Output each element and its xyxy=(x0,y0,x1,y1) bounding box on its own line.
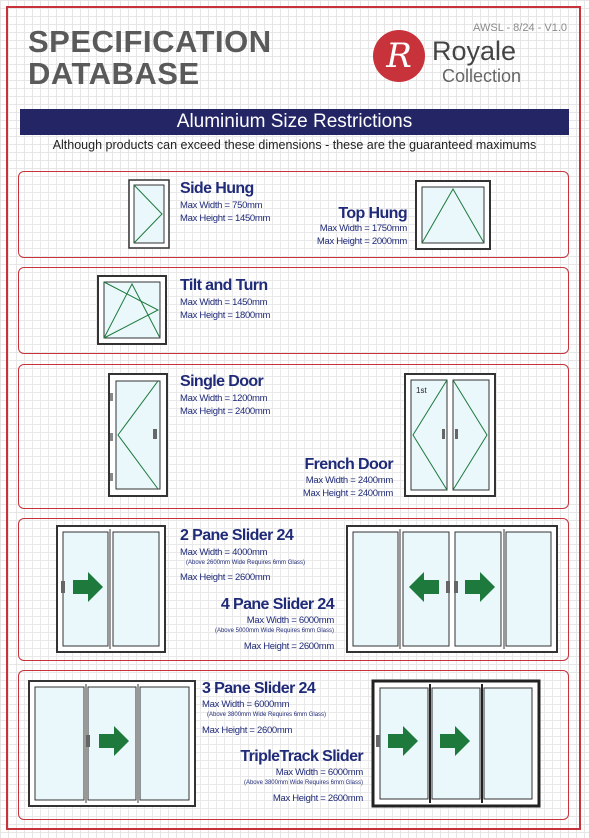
tripletrack-height: Max Height = 2600mm xyxy=(272,793,363,804)
slider2-height: Max Height = 2600mm xyxy=(180,572,271,583)
top-hung-window-illustration xyxy=(415,180,491,250)
french-door-first-label: 1st xyxy=(416,386,427,395)
four-pane-slider-illustration xyxy=(346,525,558,653)
top-hung-name: Top Hung xyxy=(338,205,407,222)
slider4-note: (Above 5000mm Wide Requires 6mm Glass) xyxy=(214,628,334,634)
tripletrack-name: TripleTrack Slider xyxy=(240,748,363,765)
side-hung-name: Side Hung xyxy=(180,180,254,197)
section-banner: Aluminium Size Restrictions xyxy=(20,109,569,135)
slider2-note: (Above 2600mm Wide Requires 6mm Glass) xyxy=(186,560,306,566)
version-label: AWSL - 8/24 - V1.0 xyxy=(473,22,567,34)
section-subtitle: Although products can exceed these dimensions - these are the guaranteed maximums xyxy=(52,138,537,152)
french-door-name: French Door xyxy=(304,456,393,473)
side-hung-width: Max Width = 750mm xyxy=(180,200,263,211)
side-hung-window-illustration xyxy=(128,179,170,249)
single-door-illustration xyxy=(108,373,168,497)
slider4-name: 4 Pane Slider 24 xyxy=(220,596,334,613)
french-door-width: Max Width = 2400mm xyxy=(305,475,393,486)
top-hung-width: Max Width = 1750mm xyxy=(319,223,407,234)
logo-subtitle: Collection xyxy=(442,66,522,86)
tripletrack-width: Max Width = 6000mm xyxy=(275,767,363,778)
top-hung-height: Max Height = 2000mm xyxy=(316,236,407,247)
page-title: SPECIFICATION DATABASE xyxy=(28,24,272,91)
single-door-name: Single Door xyxy=(180,373,264,390)
slider4-height: Max Height = 2600mm xyxy=(243,641,334,652)
tilt-turn-window-illustration xyxy=(97,275,167,345)
side-hung-height: Max Height = 1450mm xyxy=(180,213,271,224)
single-door-width: Max Width = 1200mm xyxy=(180,393,268,404)
tripletrack-slider-illustration xyxy=(372,680,540,807)
slider3-width: Max Width = 6000mm xyxy=(202,699,290,710)
french-door-height: Max Height = 2400mm xyxy=(302,488,393,499)
three-pane-slider-illustration xyxy=(28,680,196,807)
tilt-turn-name: Tilt and Turn xyxy=(180,277,268,294)
two-pane-slider-illustration xyxy=(56,525,166,653)
tilt-turn-height: Max Height = 1800mm xyxy=(180,310,271,321)
slider4-width: Max Width = 6000mm xyxy=(246,615,334,626)
slider3-height: Max Height = 2600mm xyxy=(202,725,293,736)
tilt-turn-width: Max Width = 1450mm xyxy=(180,297,268,308)
slider2-width: Max Width = 4000mm xyxy=(180,547,268,558)
tripletrack-note: (Above 3800mm Wide Requires 6mm Glass) xyxy=(243,780,363,786)
slider3-note: (Above 3800mm Wide Requires 6mm Glass) xyxy=(207,712,327,718)
logo-name: Royale xyxy=(432,36,517,66)
slider2-name: 2 Pane Slider 24 xyxy=(180,527,294,544)
logo-letter: R xyxy=(386,36,412,76)
slider3-name: 3 Pane Slider 24 xyxy=(202,680,316,697)
single-door-height: Max Height = 2400mm xyxy=(180,406,271,417)
